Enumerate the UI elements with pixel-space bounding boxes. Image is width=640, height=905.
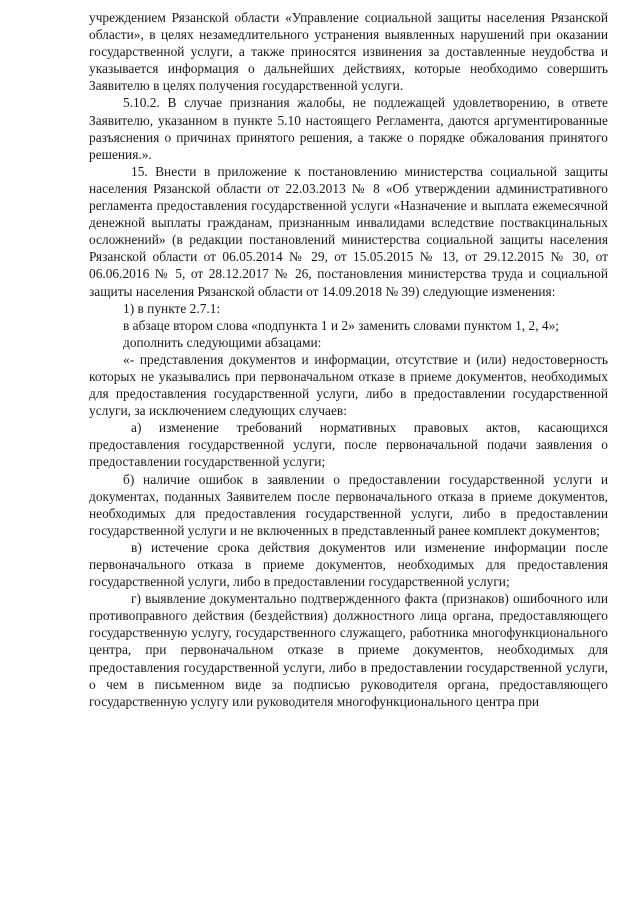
paragraph-second-abzac: в абзаце втором слова «подпункта 1 и 2» заменить словами пунктом 1, 2, 4»; (123, 317, 560, 333)
paragraph-5-10-2: 5.10.2. В случае признания жалобы, не подлежащей удовлетворению, в ответе Заявителю, указанном в пункте 5.10 настоящего Регламента, даются аргументированные разъяснения о причинах принятого решения, а также о порядке обжалования принятого решения.». (89, 95, 608, 162)
paragraph-case-b: б) наличие ошибок в заявлении о предоставлении государственной услуги и документах, поданных Заявителем после первоначального отказа в приеме документов, необходимых для предоставления государственной услуги, либо в предоставлении государственной услуги и не включенных в представленный ранее комплект документов; (89, 471, 608, 538)
paragraph-complaint-satisfied-end: учреждением Рязанской области «Управление социальной защиты населения Рязанской области», в целях незамедлительного устранения выявленных нарушений при оказании государственной услуги, а также приносятся извинения за доставленные неудобства и указывается информация о дальнейших действиях, которые необходимо совершить Заявителю в целях получения государственной услуги. (89, 10, 608, 94)
paragraph-case-a: а) изменение требований нормативных правовых актов, касающихся предоставления государственной услуги, после первоначальной подачи заявления о предоставлении государственной услуги; (89, 420, 608, 470)
document-body (89, 9, 608, 710)
paragraph-sub-1: 1) в пункте 2.7.1: (123, 300, 221, 316)
paragraph-item-15: 15. Внести в приложение к постановлению министерства социальной защиты населения Рязанской области от 22.03.2013 № 8 «Об утверждении административного регламента предоставления государственной услуги «Назначение и выплата ежемесячной денежной выплаты гражданам, признанным инвалидами вследствие поствакцинальных осложнений» (в редакции постановлений министерства социальной защиты населения Рязанской области от 06.05.2014 № 29, от 15.05.2015 № 13, от 29.12.2015 № 30, от 06.06.2016 № 5, от 28.12.2017 № 26, постановления министерства труда и социальной защиты населения Рязанской области от 14.09.2018 № 39) следующие изменения: (89, 163, 608, 299)
paragraph-case-g: г) выявление документально подтвержденного факта (признаков) ошибочного или противоправного действия (бездействия) должностного лица органа, предоставляющего государственную услугу, государственного служащего, работника многофункционального центра, при первоначальном отказе в приеме документов, необходимых для предоставления государственной услуги, либо в предоставлении государственной услуги, о чем в письменном виде за подписью руководителя органа, предоставляющего государственную услугу или руководителя многофункционального центра при (89, 591, 608, 709)
paragraph-add-abzacs: дополнить следующими абзацами: (123, 334, 322, 350)
paragraph-case-v: в) истечение срока действия документов или изменение информации после первоначального отказа в приеме документов, необходимых для предоставления государственной услуги, либо в предоставлении государственной услуги; (89, 539, 608, 590)
paragraph-documents-info: «- представления документов и информации, отсутствие и (или) недостоверность которых не указывались при первоначальном отказе в приеме документов, необходимых для предоставления государственной услуги, либо в предоставлении государственной услуги, за исключением следующих случаев: (89, 351, 608, 419)
